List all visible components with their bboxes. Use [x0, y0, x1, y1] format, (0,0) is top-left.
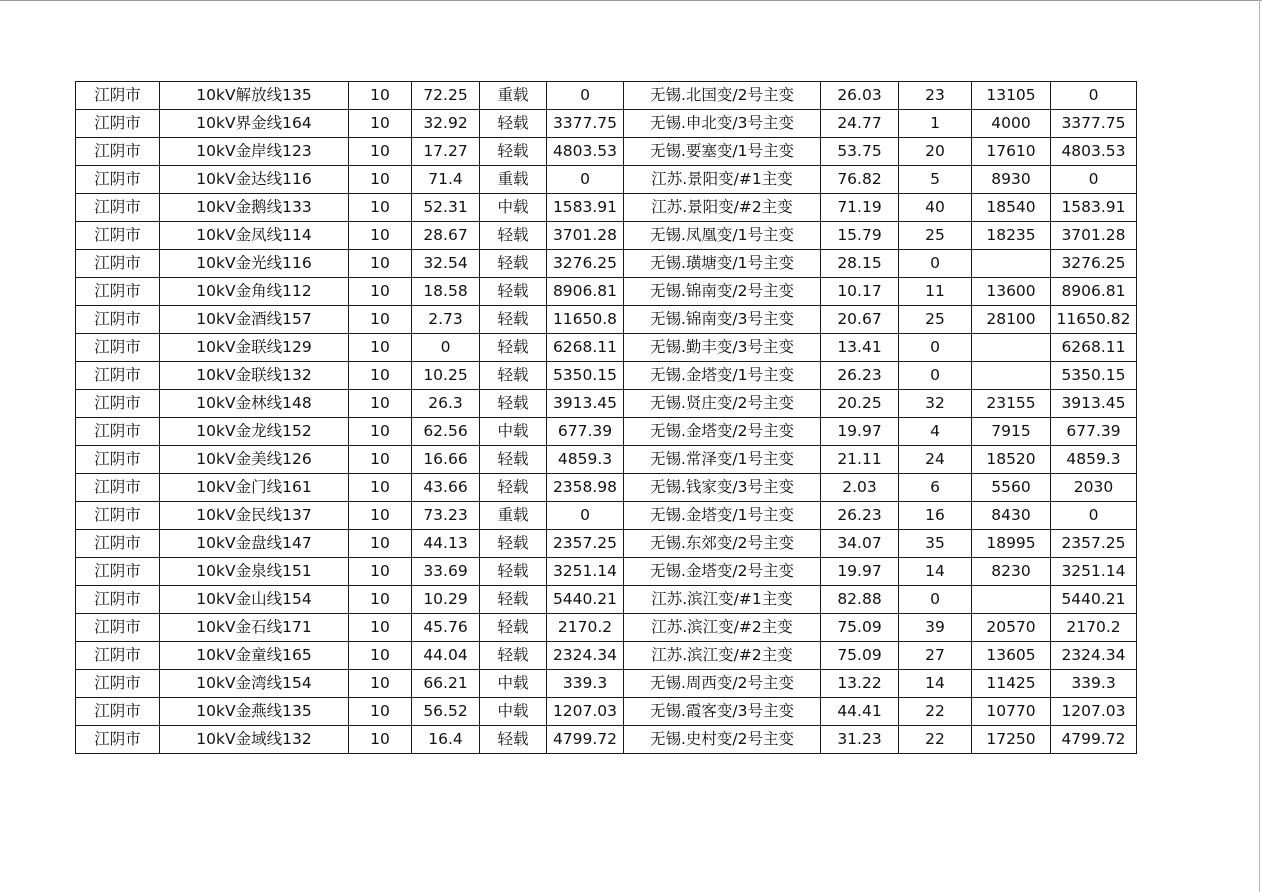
- transformer-load-rate-cell: 19.97: [821, 418, 899, 446]
- transformer-load-rate-cell: 28.15: [821, 250, 899, 278]
- city-cell: 江阴市: [76, 530, 160, 558]
- available-capacity-cell: 0: [1051, 502, 1137, 530]
- capacity-cell: 4000: [972, 110, 1051, 138]
- transformer-cell: 无锡.璜塘变/1号主变: [624, 250, 821, 278]
- table-row: [76, 698, 1137, 726]
- margin-cell: 0: [547, 502, 624, 530]
- line-name-cell: 10kV金童线165: [160, 642, 349, 670]
- load-rate-cell: 52.31: [412, 194, 480, 222]
- available-capacity-cell: 4799.72: [1051, 726, 1137, 754]
- line-name-cell: 10kV金联线132: [160, 362, 349, 390]
- load-status-cell: 中载: [480, 698, 547, 726]
- load-rate-cell: 26.3: [412, 390, 480, 418]
- load-rate-cell: 44.13: [412, 530, 480, 558]
- city-cell: 江阴市: [76, 138, 160, 166]
- load-rate-cell: 45.76: [412, 614, 480, 642]
- capacity-cell: [972, 334, 1051, 362]
- capacity-cell: 17610: [972, 138, 1051, 166]
- voltage-cell: 10: [349, 306, 412, 334]
- city-cell: 江阴市: [76, 446, 160, 474]
- city-cell: 江阴市: [76, 278, 160, 306]
- load-rate-cell: 73.23: [412, 502, 480, 530]
- transformer-load-rate-cell: 10.17: [821, 278, 899, 306]
- line-name-cell: 10kV金酒线157: [160, 306, 349, 334]
- voltage-cell: 10: [349, 222, 412, 250]
- capacity-cell: 7915: [972, 418, 1051, 446]
- user-count-cell: 22: [899, 698, 972, 726]
- available-capacity-cell: 3276.25: [1051, 250, 1137, 278]
- load-status-cell: 轻载: [480, 474, 547, 502]
- table-row: [76, 334, 1137, 362]
- user-count-cell: 25: [899, 306, 972, 334]
- voltage-cell: 10: [349, 362, 412, 390]
- city-cell: 江阴市: [76, 82, 160, 110]
- voltage-cell: 10: [349, 334, 412, 362]
- load-status-cell: 轻载: [480, 642, 547, 670]
- margin-cell: 3913.45: [547, 390, 624, 418]
- capacity-cell: 28100: [972, 306, 1051, 334]
- line-name-cell: 10kV金泉线151: [160, 558, 349, 586]
- load-rate-cell: 28.67: [412, 222, 480, 250]
- user-count-cell: 20: [899, 138, 972, 166]
- line-name-cell: 10kV金联线129: [160, 334, 349, 362]
- feeder-load-table: [75, 81, 1137, 754]
- city-cell: 江阴市: [76, 110, 160, 138]
- load-rate-cell: 56.52: [412, 698, 480, 726]
- transformer-cell: 无锡.周西变/2号主变: [624, 670, 821, 698]
- load-status-cell: 轻载: [480, 110, 547, 138]
- transformer-cell: 江苏.景阳变/#2主变: [624, 194, 821, 222]
- voltage-cell: 10: [349, 278, 412, 306]
- table-row: [76, 278, 1137, 306]
- margin-cell: 0: [547, 166, 624, 194]
- capacity-cell: 18235: [972, 222, 1051, 250]
- transformer-load-rate-cell: 13.41: [821, 334, 899, 362]
- transformer-load-rate-cell: 76.82: [821, 166, 899, 194]
- transformer-cell: 无锡.金塔变/2号主变: [624, 418, 821, 446]
- available-capacity-cell: 11650.82: [1051, 306, 1137, 334]
- table-row: [76, 670, 1137, 698]
- city-cell: 江阴市: [76, 390, 160, 418]
- margin-cell: 1583.91: [547, 194, 624, 222]
- load-rate-cell: 72.25: [412, 82, 480, 110]
- voltage-cell: 10: [349, 726, 412, 754]
- transformer-load-rate-cell: 26.03: [821, 82, 899, 110]
- margin-cell: 3377.75: [547, 110, 624, 138]
- line-name-cell: 10kV金鹅线133: [160, 194, 349, 222]
- user-count-cell: 0: [899, 250, 972, 278]
- table-row: [76, 446, 1137, 474]
- load-rate-cell: 62.56: [412, 418, 480, 446]
- transformer-load-rate-cell: 34.07: [821, 530, 899, 558]
- margin-cell: 6268.11: [547, 334, 624, 362]
- available-capacity-cell: 339.3: [1051, 670, 1137, 698]
- available-capacity-cell: 5440.21: [1051, 586, 1137, 614]
- line-name-cell: 10kV金湾线154: [160, 670, 349, 698]
- available-capacity-cell: 2357.25: [1051, 530, 1137, 558]
- city-cell: 江阴市: [76, 586, 160, 614]
- available-capacity-cell: 677.39: [1051, 418, 1137, 446]
- load-status-cell: 轻载: [480, 614, 547, 642]
- available-capacity-cell: 8906.81: [1051, 278, 1137, 306]
- city-cell: 江阴市: [76, 698, 160, 726]
- margin-cell: 3701.28: [547, 222, 624, 250]
- margin-cell: 0: [547, 82, 624, 110]
- margin-cell: 8906.81: [547, 278, 624, 306]
- available-capacity-cell: 0: [1051, 166, 1137, 194]
- available-capacity-cell: 2324.34: [1051, 642, 1137, 670]
- margin-cell: 4799.72: [547, 726, 624, 754]
- available-capacity-cell: 3377.75: [1051, 110, 1137, 138]
- transformer-cell: 无锡.金塔变/1号主变: [624, 362, 821, 390]
- load-status-cell: 轻载: [480, 250, 547, 278]
- transformer-cell: 无锡.锦南变/2号主变: [624, 278, 821, 306]
- transformer-load-rate-cell: 71.19: [821, 194, 899, 222]
- margin-cell: 3251.14: [547, 558, 624, 586]
- load-rate-cell: 2.73: [412, 306, 480, 334]
- load-rate-cell: 33.69: [412, 558, 480, 586]
- capacity-cell: 5560: [972, 474, 1051, 502]
- transformer-load-rate-cell: 20.25: [821, 390, 899, 418]
- voltage-cell: 10: [349, 390, 412, 418]
- table-row: [76, 390, 1137, 418]
- line-name-cell: 10kV金林线148: [160, 390, 349, 418]
- transformer-load-rate-cell: 26.23: [821, 362, 899, 390]
- load-status-cell: 轻载: [480, 278, 547, 306]
- user-count-cell: 5: [899, 166, 972, 194]
- margin-cell: 1207.03: [547, 698, 624, 726]
- voltage-cell: 10: [349, 698, 412, 726]
- transformer-load-rate-cell: 19.97: [821, 558, 899, 586]
- load-rate-cell: 16.66: [412, 446, 480, 474]
- table-row: [76, 166, 1137, 194]
- load-rate-cell: 43.66: [412, 474, 480, 502]
- load-status-cell: 轻载: [480, 726, 547, 754]
- transformer-cell: 江苏.滨江变/#2主变: [624, 642, 821, 670]
- table-row: [76, 362, 1137, 390]
- load-rate-cell: 16.4: [412, 726, 480, 754]
- load-rate-cell: 0: [412, 334, 480, 362]
- transformer-cell: 无锡.勤丰变/3号主变: [624, 334, 821, 362]
- line-name-cell: 10kV金光线116: [160, 250, 349, 278]
- margin-cell: 339.3: [547, 670, 624, 698]
- capacity-cell: 18540: [972, 194, 1051, 222]
- available-capacity-cell: 4803.53: [1051, 138, 1137, 166]
- margin-cell: 5350.15: [547, 362, 624, 390]
- transformer-cell: 无锡.东郊变/2号主变: [624, 530, 821, 558]
- capacity-cell: 10770: [972, 698, 1051, 726]
- load-status-cell: 中载: [480, 194, 547, 222]
- capacity-cell: 11425: [972, 670, 1051, 698]
- transformer-cell: 江苏.滨江变/#1主变: [624, 586, 821, 614]
- capacity-cell: 8230: [972, 558, 1051, 586]
- table-row: [76, 642, 1137, 670]
- table-row: [76, 138, 1137, 166]
- load-rate-cell: 18.58: [412, 278, 480, 306]
- line-name-cell: 10kV界金线164: [160, 110, 349, 138]
- user-count-cell: 0: [899, 362, 972, 390]
- load-status-cell: 重载: [480, 502, 547, 530]
- load-status-cell: 轻载: [480, 446, 547, 474]
- city-cell: 江阴市: [76, 614, 160, 642]
- transformer-cell: 无锡.常泽变/1号主变: [624, 446, 821, 474]
- voltage-cell: 10: [349, 558, 412, 586]
- margin-cell: 2357.25: [547, 530, 624, 558]
- load-status-cell: 轻载: [480, 138, 547, 166]
- table-row: [76, 82, 1137, 110]
- margin-cell: 2358.98: [547, 474, 624, 502]
- transformer-load-rate-cell: 21.11: [821, 446, 899, 474]
- line-name-cell: 10kV金角线112: [160, 278, 349, 306]
- load-status-cell: 重载: [480, 166, 547, 194]
- transformer-cell: 无锡.贤庄变/2号主变: [624, 390, 821, 418]
- load-status-cell: 轻载: [480, 362, 547, 390]
- city-cell: 江阴市: [76, 222, 160, 250]
- margin-cell: 11650.8: [547, 306, 624, 334]
- voltage-cell: 10: [349, 82, 412, 110]
- transformer-cell: 无锡.史村变/2号主变: [624, 726, 821, 754]
- voltage-cell: 10: [349, 418, 412, 446]
- transformer-cell: 无锡.金塔变/2号主变: [624, 558, 821, 586]
- capacity-cell: [972, 362, 1051, 390]
- city-cell: 江阴市: [76, 194, 160, 222]
- load-rate-cell: 10.29: [412, 586, 480, 614]
- user-count-cell: 24: [899, 446, 972, 474]
- load-status-cell: 中载: [480, 670, 547, 698]
- city-cell: 江阴市: [76, 418, 160, 446]
- city-cell: 江阴市: [76, 726, 160, 754]
- transformer-load-rate-cell: 82.88: [821, 586, 899, 614]
- voltage-cell: 10: [349, 110, 412, 138]
- user-count-cell: 25: [899, 222, 972, 250]
- transformer-load-rate-cell: 13.22: [821, 670, 899, 698]
- transformer-cell: 江苏.滨江变/#2主变: [624, 614, 821, 642]
- load-rate-cell: 17.27: [412, 138, 480, 166]
- available-capacity-cell: 6268.11: [1051, 334, 1137, 362]
- capacity-cell: 18995: [972, 530, 1051, 558]
- available-capacity-cell: 1583.91: [1051, 194, 1137, 222]
- line-name-cell: 10kV金美线126: [160, 446, 349, 474]
- margin-cell: 5440.21: [547, 586, 624, 614]
- table-row: [76, 558, 1137, 586]
- capacity-cell: 17250: [972, 726, 1051, 754]
- transformer-load-rate-cell: 24.77: [821, 110, 899, 138]
- load-rate-cell: 44.04: [412, 642, 480, 670]
- line-name-cell: 10kV金岸线123: [160, 138, 349, 166]
- transformer-load-rate-cell: 31.23: [821, 726, 899, 754]
- voltage-cell: 10: [349, 614, 412, 642]
- user-count-cell: 39: [899, 614, 972, 642]
- voltage-cell: 10: [349, 530, 412, 558]
- user-count-cell: 0: [899, 334, 972, 362]
- available-capacity-cell: 3913.45: [1051, 390, 1137, 418]
- line-name-cell: 10kV金域线132: [160, 726, 349, 754]
- city-cell: 江阴市: [76, 250, 160, 278]
- table-row: [76, 222, 1137, 250]
- available-capacity-cell: 5350.15: [1051, 362, 1137, 390]
- load-status-cell: 轻载: [480, 306, 547, 334]
- user-count-cell: 35: [899, 530, 972, 558]
- city-cell: 江阴市: [76, 306, 160, 334]
- capacity-cell: 13600: [972, 278, 1051, 306]
- load-rate-cell: 32.54: [412, 250, 480, 278]
- user-count-cell: 11: [899, 278, 972, 306]
- capacity-cell: 8930: [972, 166, 1051, 194]
- user-count-cell: 14: [899, 670, 972, 698]
- user-count-cell: 40: [899, 194, 972, 222]
- load-status-cell: 轻载: [480, 390, 547, 418]
- table-row: [76, 306, 1137, 334]
- available-capacity-cell: 0: [1051, 82, 1137, 110]
- user-count-cell: 23: [899, 82, 972, 110]
- transformer-cell: 无锡.霞客变/3号主变: [624, 698, 821, 726]
- voltage-cell: 10: [349, 586, 412, 614]
- capacity-cell: 23155: [972, 390, 1051, 418]
- table-row: [76, 110, 1137, 138]
- load-rate-cell: 32.92: [412, 110, 480, 138]
- capacity-cell: [972, 250, 1051, 278]
- load-status-cell: 轻载: [480, 530, 547, 558]
- line-name-cell: 10kV金盘线147: [160, 530, 349, 558]
- user-count-cell: 1: [899, 110, 972, 138]
- table-row: [76, 194, 1137, 222]
- voltage-cell: 10: [349, 642, 412, 670]
- city-cell: 江阴市: [76, 362, 160, 390]
- table-row: [76, 474, 1137, 502]
- line-name-cell: 10kV金民线137: [160, 502, 349, 530]
- user-count-cell: 6: [899, 474, 972, 502]
- margin-cell: 2324.34: [547, 642, 624, 670]
- margin-cell: 4859.3: [547, 446, 624, 474]
- voltage-cell: 10: [349, 250, 412, 278]
- voltage-cell: 10: [349, 502, 412, 530]
- line-name-cell: 10kV金龙线152: [160, 418, 349, 446]
- load-rate-cell: 71.4: [412, 166, 480, 194]
- user-count-cell: 16: [899, 502, 972, 530]
- load-status-cell: 轻载: [480, 558, 547, 586]
- voltage-cell: 10: [349, 166, 412, 194]
- transformer-cell: 无锡.北国变/2号主变: [624, 82, 821, 110]
- transformer-cell: 无锡.申北变/3号主变: [624, 110, 821, 138]
- capacity-cell: [972, 586, 1051, 614]
- available-capacity-cell: 3701.28: [1051, 222, 1137, 250]
- user-count-cell: 22: [899, 726, 972, 754]
- load-status-cell: 重载: [480, 82, 547, 110]
- transformer-load-rate-cell: 75.09: [821, 642, 899, 670]
- transformer-load-rate-cell: 53.75: [821, 138, 899, 166]
- transformer-cell: 无锡.钱家变/3号主变: [624, 474, 821, 502]
- transformer-cell: 无锡.金塔变/1号主变: [624, 502, 821, 530]
- margin-cell: 4803.53: [547, 138, 624, 166]
- load-status-cell: 中载: [480, 418, 547, 446]
- table-row: [76, 502, 1137, 530]
- user-count-cell: 14: [899, 558, 972, 586]
- capacity-cell: 18520: [972, 446, 1051, 474]
- voltage-cell: 10: [349, 670, 412, 698]
- margin-cell: 677.39: [547, 418, 624, 446]
- line-name-cell: 10kV金燕线135: [160, 698, 349, 726]
- load-status-cell: 轻载: [480, 222, 547, 250]
- margin-cell: 2170.2: [547, 614, 624, 642]
- transformer-cell: 无锡.凤凰变/1号主变: [624, 222, 821, 250]
- margin-cell: 3276.25: [547, 250, 624, 278]
- table-row: [76, 586, 1137, 614]
- city-cell: 江阴市: [76, 670, 160, 698]
- available-capacity-cell: 2030: [1051, 474, 1137, 502]
- voltage-cell: 10: [349, 138, 412, 166]
- load-rate-cell: 66.21: [412, 670, 480, 698]
- voltage-cell: 10: [349, 194, 412, 222]
- transformer-cell: 无锡.锦南变/3号主变: [624, 306, 821, 334]
- line-name-cell: 10kV解放线135: [160, 82, 349, 110]
- user-count-cell: 0: [899, 586, 972, 614]
- transformer-cell: 无锡.要塞变/1号主变: [624, 138, 821, 166]
- transformer-load-rate-cell: 44.41: [821, 698, 899, 726]
- line-name-cell: 10kV金达线116: [160, 166, 349, 194]
- voltage-cell: 10: [349, 474, 412, 502]
- city-cell: 江阴市: [76, 558, 160, 586]
- capacity-cell: 20570: [972, 614, 1051, 642]
- user-count-cell: 4: [899, 418, 972, 446]
- line-name-cell: 10kV金山线154: [160, 586, 349, 614]
- table-row: [76, 418, 1137, 446]
- user-count-cell: 32: [899, 390, 972, 418]
- available-capacity-cell: 4859.3: [1051, 446, 1137, 474]
- available-capacity-cell: 2170.2: [1051, 614, 1137, 642]
- transformer-load-rate-cell: 26.23: [821, 502, 899, 530]
- transformer-load-rate-cell: 75.09: [821, 614, 899, 642]
- available-capacity-cell: 1207.03: [1051, 698, 1137, 726]
- voltage-cell: 10: [349, 446, 412, 474]
- load-status-cell: 轻载: [480, 334, 547, 362]
- table-row: [76, 726, 1137, 754]
- load-status-cell: 轻载: [480, 586, 547, 614]
- transformer-load-rate-cell: 15.79: [821, 222, 899, 250]
- capacity-cell: 13105: [972, 82, 1051, 110]
- line-name-cell: 10kV金门线161: [160, 474, 349, 502]
- capacity-cell: 13605: [972, 642, 1051, 670]
- load-rate-cell: 10.25: [412, 362, 480, 390]
- table-row: [76, 250, 1137, 278]
- city-cell: 江阴市: [76, 642, 160, 670]
- city-cell: 江阴市: [76, 474, 160, 502]
- table-row: [76, 614, 1137, 642]
- line-name-cell: 10kV金凤线114: [160, 222, 349, 250]
- user-count-cell: 27: [899, 642, 972, 670]
- transformer-load-rate-cell: 20.67: [821, 306, 899, 334]
- table-row: [76, 530, 1137, 558]
- transformer-load-rate-cell: 2.03: [821, 474, 899, 502]
- transformer-cell: 江苏.景阳变/#1主变: [624, 166, 821, 194]
- page-right-edge: [1259, 0, 1260, 892]
- table-body: [76, 82, 1137, 754]
- city-cell: 江阴市: [76, 334, 160, 362]
- city-cell: 江阴市: [76, 502, 160, 530]
- line-name-cell: 10kV金石线171: [160, 614, 349, 642]
- page-top-edge: [0, 0, 1262, 1]
- city-cell: 江阴市: [76, 166, 160, 194]
- capacity-cell: 8430: [972, 502, 1051, 530]
- available-capacity-cell: 3251.14: [1051, 558, 1137, 586]
